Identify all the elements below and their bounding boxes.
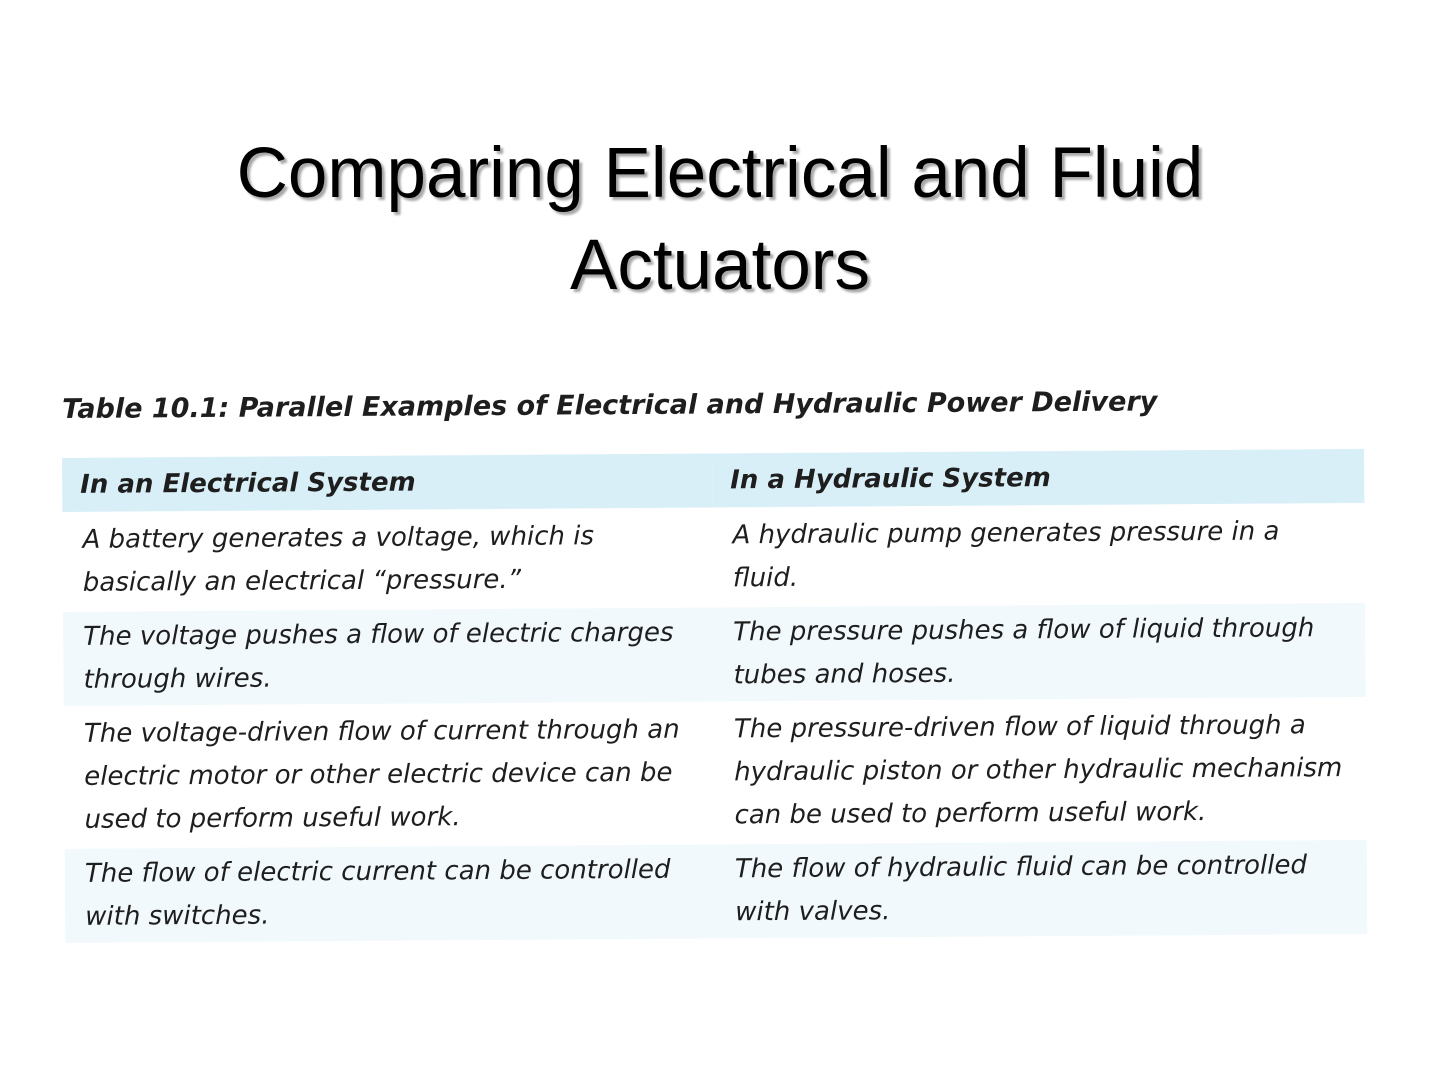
header-hydraulic-system: In a Hydraulic System: [712, 449, 1364, 509]
comparison-table: [62, 449, 1367, 943]
table-row: [65, 838, 1368, 943]
table-row: [62, 504, 1365, 610]
cell-hydraulic: The pressure-driven flow of liquid through a hydraulic piston or other hydraulic mechanism can be used to perform useful work.: [714, 698, 1367, 843]
cell-hydraulic: The pressure pushes a flow of liquid through tubes and hoses.: [713, 601, 1366, 703]
cell-electrical: The flow of electric current can be controlled with switches.: [65, 843, 716, 943]
cell-electrical: The voltage-driven flow of current through an electric motor or other electric device can be used to perform useful work.: [64, 703, 715, 848]
cell-electrical: A battery generates a voltage, which is basically an electrical “pressure.”: [62, 509, 713, 611]
slide-title-line-1: Comparing Electrical and Fluid: [236, 134, 1204, 213]
slide-title: [120, 128, 1320, 312]
table-header-row: [62, 449, 1364, 514]
cell-electrical: The voltage pushes a flow of electric charges through wires.: [63, 606, 714, 708]
table-caption: Table 10.1: Parallel Examples of Electrical and Hydraulic Power Delivery: [62, 386, 1158, 425]
cell-hydraulic: A hydraulic pump generates pressure in a fluid.: [712, 504, 1365, 606]
cell-hydraulic: The flow of hydraulic fluid can be controlled with valves.: [715, 838, 1368, 938]
slide-title-line-2: Actuators: [570, 226, 870, 305]
table-row: [64, 698, 1367, 847]
comparison-table-image: [62, 449, 1367, 932]
table-row: [63, 601, 1366, 707]
header-electrical-system: In an Electrical System: [62, 453, 712, 513]
